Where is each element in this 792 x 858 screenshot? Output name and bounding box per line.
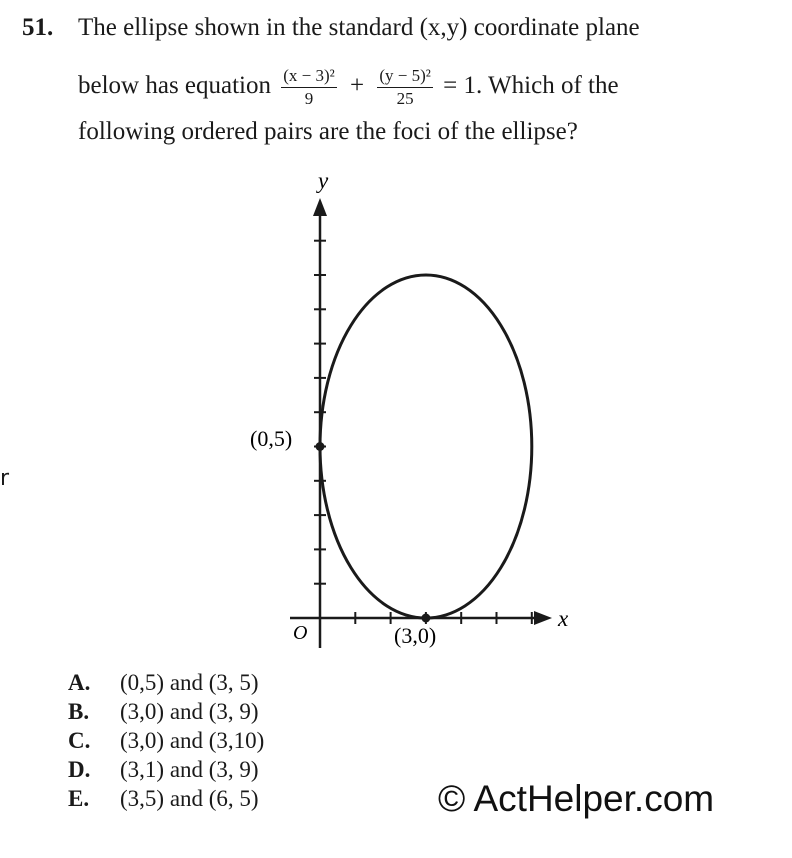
answer-choices bbox=[68, 668, 264, 813]
answer-d-letter: D. bbox=[68, 757, 91, 782]
ellipse-curve bbox=[320, 275, 532, 618]
answer-d-text: (3,1) and (3, 9) bbox=[120, 757, 259, 782]
x-axis-arrow-icon bbox=[534, 611, 552, 625]
answer-b[interactable] bbox=[68, 697, 264, 726]
answer-c[interactable] bbox=[68, 726, 264, 755]
plus-sign: + bbox=[350, 71, 365, 99]
answer-e[interactable] bbox=[68, 784, 264, 813]
fraction-y-numerator: (y − 5)² bbox=[377, 66, 433, 88]
fraction-x-numerator: (x − 3)² bbox=[281, 66, 337, 88]
answer-b-letter: B. bbox=[68, 699, 90, 724]
fraction-y-denominator: 25 bbox=[396, 88, 414, 108]
answer-b-text: (3,0) and (3, 9) bbox=[120, 699, 259, 724]
question-line-1: The ellipse shown in the standard (x,y) coordinate plane bbox=[78, 14, 640, 41]
question-line-3: following ordered pairs are the foci of the ellipse? bbox=[78, 118, 578, 145]
y-axis-label: y bbox=[318, 168, 329, 193]
answer-a-text: (0,5) and (3, 5) bbox=[120, 670, 259, 695]
answer-c-letter: C. bbox=[68, 728, 91, 753]
fraction-x-denominator: 9 bbox=[304, 88, 314, 108]
answer-a-letter: A. bbox=[68, 670, 91, 695]
stray-mark: r bbox=[0, 466, 10, 491]
point-0-5-marker bbox=[316, 442, 325, 451]
watermark: © ActHelper.com bbox=[438, 778, 715, 819]
answer-e-text: (3,5) and (6, 5) bbox=[120, 786, 259, 811]
answer-d[interactable] bbox=[68, 755, 264, 784]
equation-suffix: = 1. Which of the bbox=[443, 71, 619, 99]
point-left-label: (0,5) bbox=[250, 426, 293, 451]
question-number: 51. bbox=[22, 14, 54, 41]
answer-c-text: (3,0) and (3,10) bbox=[120, 728, 265, 753]
answer-e-letter: E. bbox=[68, 786, 90, 811]
x-axis-label: x bbox=[558, 606, 569, 631]
point-bottom-label: (3,0) bbox=[394, 623, 437, 648]
y-axis-arrow-icon bbox=[313, 198, 327, 216]
origin-label: O bbox=[293, 622, 308, 644]
equation-prefix: below has equation bbox=[78, 71, 272, 99]
point-3-0-marker bbox=[421, 614, 430, 623]
answer-a[interactable] bbox=[68, 668, 264, 697]
